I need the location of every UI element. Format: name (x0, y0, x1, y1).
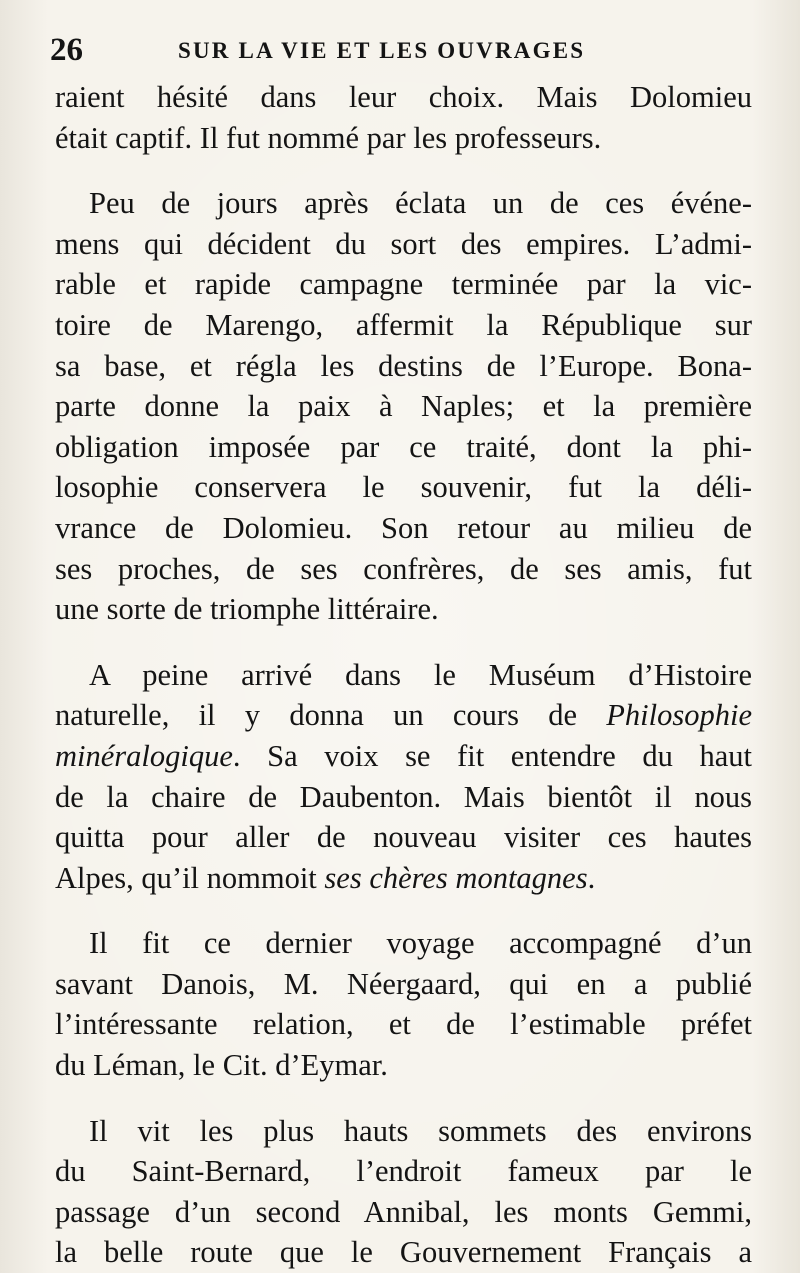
text-line: savant Danois, M. Néergaard, qui en a publié (55, 966, 752, 1001)
text-line (55, 736, 752, 777)
text-line: Il fit ce dernier voyage accompagné d’un (89, 926, 752, 961)
text-run: Alpes, qu’il nommoit (55, 860, 325, 895)
text-run: naturelle, il y donna un cours de (55, 698, 607, 733)
text-line: Peu de jours après éclata un de ces événe- (89, 186, 752, 221)
text-line: du Saint-Bernard, l’endroit fameux par le (55, 1154, 752, 1189)
text-line: était captif. Il fut nommé par les professeurs. (55, 120, 602, 155)
page-number: 26 (50, 32, 83, 68)
text-line: de la chaire de Daubenton. Mais bientôt il nous (55, 779, 752, 814)
text-line: toire de Marengo, affermit la République sur (55, 307, 752, 342)
text-line: sa base, et régla les destins de l’Europe. Bona- (55, 348, 752, 383)
text-line: la belle route que le Gouvernement Français a (55, 1235, 752, 1270)
text-line: vrance de Dolomieu. Son retour au milieu de (55, 510, 752, 545)
text-line: ses proches, de ses confrères, de ses amis, fut (55, 551, 752, 586)
text-line: losophie conservera le souvenir, fut la déli- (55, 470, 752, 505)
text-line: Il vit les plus hauts sommets des environs (89, 1113, 752, 1148)
body-text (55, 77, 752, 1273)
text-run: . (587, 860, 596, 895)
text-line: mens qui décident du sort des empires. L’admi- (55, 226, 752, 261)
paragraph-gap (55, 898, 752, 923)
italic-text: ses chères montagnes (324, 860, 588, 895)
text-line: A peine arrivé dans le Muséum d’Histoire (89, 657, 752, 692)
text-line: obligation imposée par ce traité, dont la phi- (55, 429, 752, 464)
paragraph-gap (55, 158, 752, 183)
paragraph-gap (55, 630, 752, 655)
page-header (50, 30, 750, 70)
italic-text: minéralogique (55, 738, 233, 773)
text-line: passage d’un second Annibal, les monts Gemmi, (55, 1194, 752, 1229)
text-line: parte donne la paix à Naples; et la première (55, 389, 752, 424)
text-line: une sorte de triomphe littéraire. (55, 592, 439, 627)
text-line (55, 695, 752, 736)
text-line: rable et rapide campagne terminée par la vic- (55, 267, 752, 302)
running-head: SUR LA VIE ET LES OUVRAGES (178, 38, 586, 63)
text-line: raient hésité dans leur choix. Mais Dolomieu (55, 80, 752, 114)
text-line: quitta pour aller de nouveau visiter ces hautes (55, 820, 752, 855)
text-line: l’intéressante relation, et de l’estimable préfet (55, 1007, 752, 1042)
text-run: . Sa voix se fit entendre du haut (232, 738, 752, 773)
text-line: du Léman, le Cit. d’Eymar. (55, 1048, 388, 1083)
paragraph-gap (55, 1086, 752, 1111)
italic-text: Philosophie (606, 698, 752, 733)
text-line (55, 858, 752, 899)
